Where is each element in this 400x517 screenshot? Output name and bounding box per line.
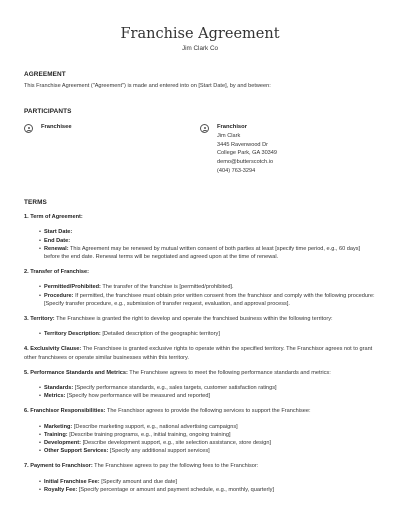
item-text: [Specify how performance will be measured and reported] — [67, 393, 211, 400]
item-text: [Describe marketing support, e.g., national advertising campaigns] — [73, 423, 238, 430]
item-label: Procedure: — [44, 292, 74, 299]
list-item — [44, 423, 376, 431]
list-item — [44, 486, 376, 494]
section-transfer-of-franchise — [24, 268, 376, 276]
list-item — [44, 330, 376, 338]
list-item — [44, 447, 376, 455]
section-territory — [24, 315, 376, 323]
franchisor-address-line1: 3445 Ravenwood Dr — [217, 141, 268, 148]
terms-heading: TERMS — [24, 199, 47, 207]
list-item — [44, 392, 376, 400]
item-label: Training: — [44, 431, 68, 438]
item-text: [Detailed description of the geographic territory] — [102, 331, 220, 338]
responsibilities-list — [24, 423, 376, 456]
section-term-of-agreement — [24, 213, 376, 221]
item-label: Standards: — [44, 385, 74, 392]
section-title: 7. Payment to Franchisor: — [24, 463, 93, 470]
transfer-list — [24, 283, 376, 308]
section-title: 2. Transfer of Franchise: — [24, 269, 89, 276]
franchisor-email: demo@butterscotch.io — [217, 159, 274, 166]
item-text: The transfer of the franchise is [permitted/prohibited]. — [102, 284, 234, 291]
section-payment — [24, 462, 376, 470]
item-text: [Specify percentage or amount and payment schedule, e.g., monthly, quarterly] — [78, 486, 274, 493]
list-item — [44, 283, 376, 291]
start-date-label: Start Date: — [44, 229, 73, 236]
document-subtitle: Jim Clark Co — [181, 45, 219, 52]
section-title: 1. Term of Agreement: — [24, 214, 83, 221]
section-text: The Franchisee agrees to meet the following performance standards and metrics: — [129, 369, 331, 376]
item-label: Territory Description: — [44, 331, 101, 338]
list-item — [44, 439, 376, 447]
list-item — [44, 478, 376, 486]
list-item — [44, 292, 376, 308]
list-item — [44, 245, 376, 261]
item-label: Initial Franchise Fee: — [44, 478, 100, 485]
section-title: 4. Exclusivity Clause: — [24, 346, 82, 353]
section-title: 3. Territory: — [24, 316, 55, 323]
item-label: Marketing: — [44, 423, 73, 430]
item-label: Royalty Fee: — [44, 486, 78, 493]
person-icon — [24, 124, 33, 133]
section-exclusivity — [24, 345, 376, 361]
item-text: [Specify performance standards, e.g., sales targets, customer satisfaction ratings] — [74, 385, 277, 392]
item-text: [Describe development support, e.g., site selection assistance, store design] — [82, 440, 271, 447]
participants-block — [24, 123, 376, 179]
section-text: The Franchisee is granted exclusive rights to operate within the specified territory. The Franchisor agrees not to grant other franchisees or operate similar businesses within this territory. — [24, 346, 373, 361]
section-title: 6. Franchisor Responsibilities: — [24, 408, 106, 415]
performance-list — [24, 384, 376, 400]
item-label: Metrics: — [44, 393, 66, 400]
item-text: [Describe training programs, e.g., initial training, ongoing training] — [69, 431, 231, 438]
renewal-label: Renewal: — [44, 245, 69, 252]
payment-list — [24, 478, 376, 494]
franchisee-label: Franchisee — [41, 124, 72, 131]
section-text: The Franchisee is granted the right to develop and operate the franchised business within the following territory: — [56, 316, 333, 323]
item-label: Development: — [44, 440, 81, 447]
item-label: Permitted/Prohibited: — [44, 284, 101, 291]
person-icon — [200, 124, 209, 133]
item-text: [Specify any additional support services] — [109, 448, 210, 455]
renewal-text: This Agreement may be renewed by mutual written consent of both parties at least [specify time period, e.g., 60 days] before the end date. Renewal terms will be negotiated and agreed upon at the time of renewal. — [44, 245, 361, 261]
item-text: [Specify amount and due date] — [101, 478, 178, 485]
document-title: Franchise Agreement — [120, 26, 280, 42]
list-item — [44, 384, 376, 392]
section-title: 5. Performance Standards and Metrics: — [24, 369, 128, 376]
franchisee-card — [24, 123, 72, 131]
section-text: The Franchisee agrees to pay the following fees to the Franchisor: — [94, 463, 259, 470]
section-text: The Franchisor agrees to provide the following services to support the Franchisee: — [106, 408, 311, 415]
franchisor-name: Jim Clark — [217, 132, 241, 139]
agreement-heading: AGREEMENT — [24, 71, 66, 78]
section-franchisor-responsibilities — [24, 407, 376, 415]
item-label: Other Support Services: — [44, 448, 109, 455]
franchisor-address-line2: College Park, GA 30349 — [217, 150, 278, 157]
participants-heading: PARTICIPANTS — [24, 108, 72, 116]
agreement-text: This Franchise Agreement ("Agreement") is made and entered into on [Start Date], by and between: — [24, 83, 271, 89]
item-text: If permitted, the franchisee must obtain prior written consent from the franchisor and comply with the following procedure: [Specify transfer procedure, e.g., submission of transfer request, evaluation, and approval process]. — [44, 292, 375, 307]
end-date-label: End Date: — [44, 237, 71, 244]
franchisor-label: Franchisor — [217, 124, 247, 131]
franchisor-phone: (404) 763-3294 — [217, 168, 256, 175]
list-item — [44, 431, 376, 439]
term-list — [24, 228, 376, 261]
section-performance — [24, 369, 376, 377]
territory-list — [24, 330, 376, 338]
franchisor-card — [200, 123, 277, 176]
list-item — [44, 228, 376, 236]
list-item — [44, 237, 376, 245]
